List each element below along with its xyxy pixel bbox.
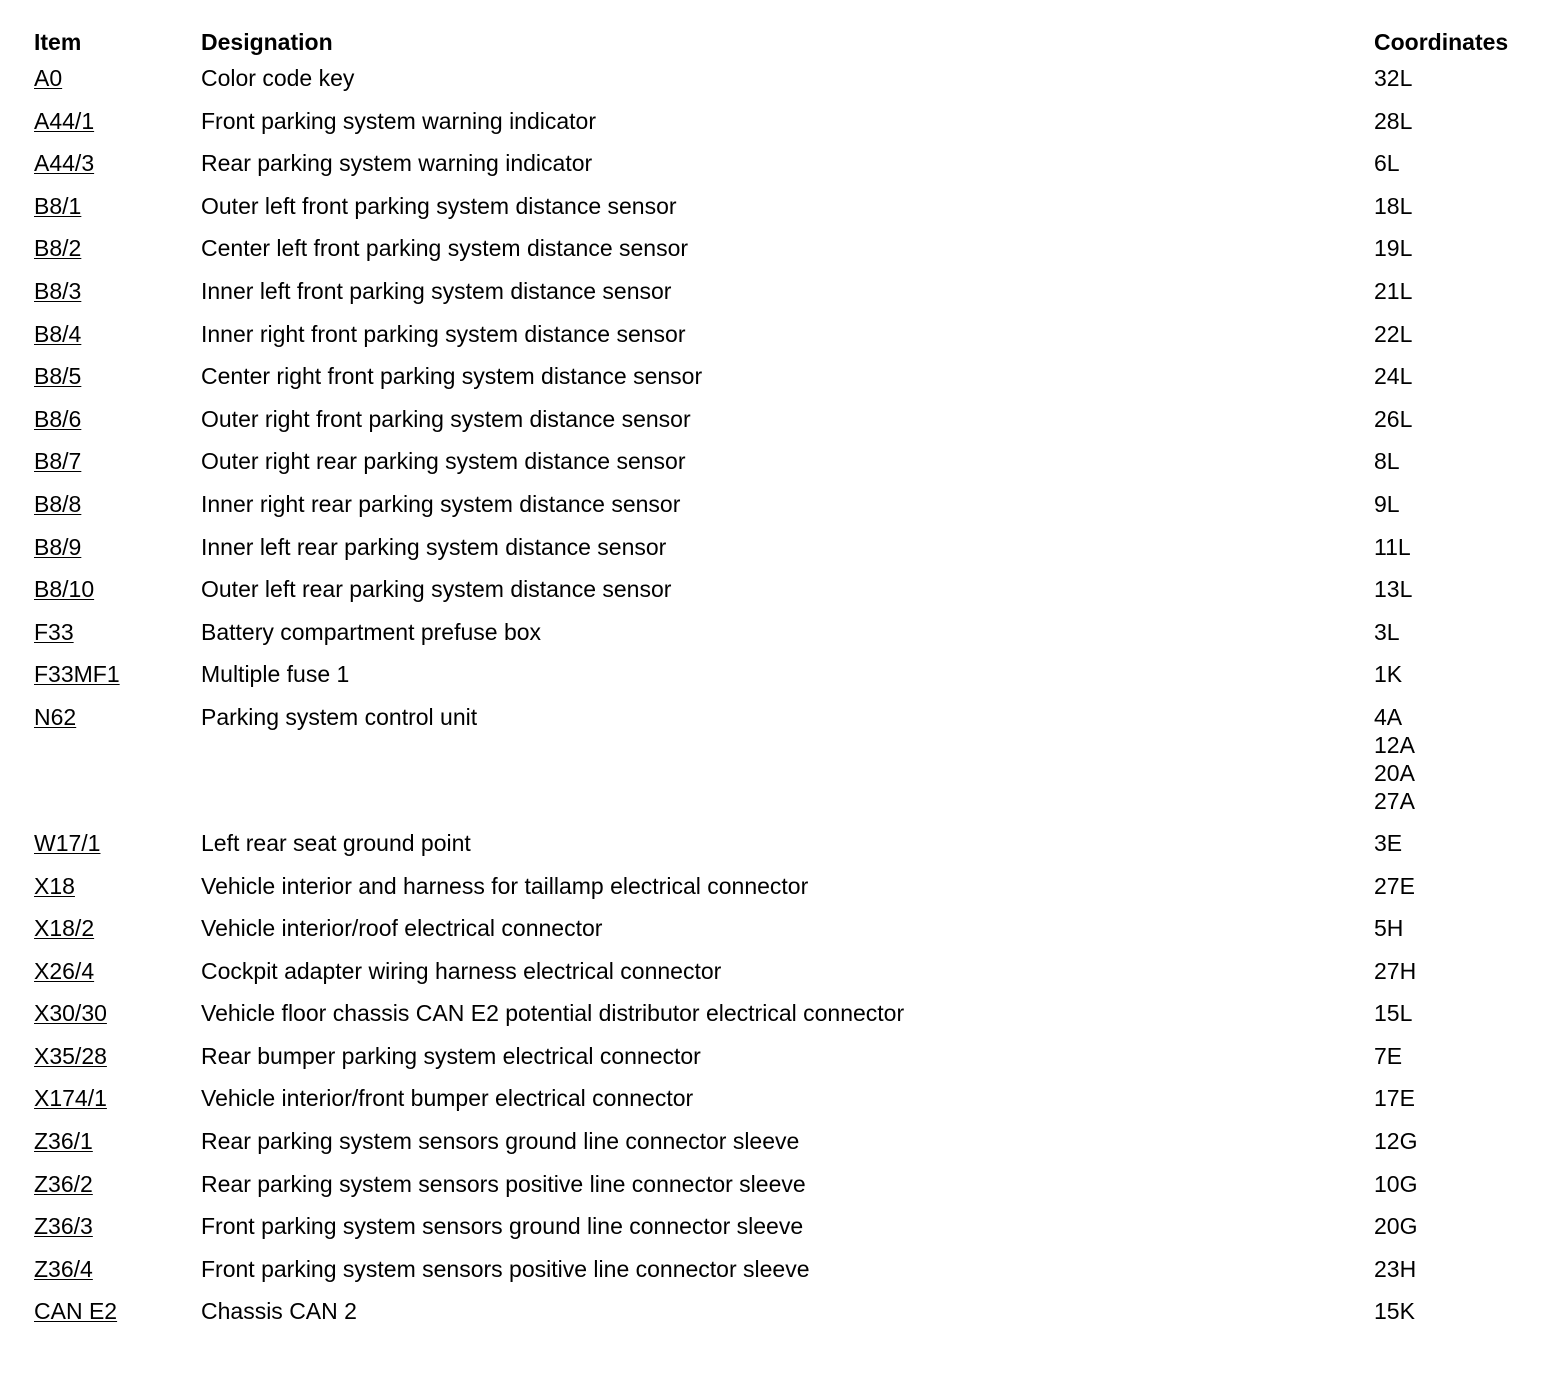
item-link[interactable]: X18	[34, 872, 75, 899]
designation-cell: Rear parking system warning indicator	[201, 150, 593, 177]
coordinates-cell	[1374, 277, 1534, 305]
item-link[interactable]: F33MF1	[34, 661, 120, 688]
item-link[interactable]: Z36/2	[34, 1170, 93, 1197]
coordinate-value: 13L	[1374, 576, 1413, 603]
designation-cell: Rear parking system sensors positive line connector sleeve	[201, 1170, 806, 1197]
coordinates-cell	[1374, 575, 1534, 603]
coordinates-cell	[1374, 1127, 1534, 1155]
designation-cell: Front parking system sensors positive line connector sleeve	[201, 1255, 810, 1282]
table-row	[34, 1212, 1534, 1255]
coordinates-cell	[1374, 64, 1534, 92]
coordinates-cell	[1374, 829, 1534, 857]
coordinate-value: 7E	[1374, 1042, 1403, 1069]
coordinates-cell	[1374, 405, 1534, 433]
coordinate-value: 3E	[1374, 829, 1403, 856]
table-row	[34, 64, 1534, 107]
coordinate-value: 26L	[1374, 405, 1413, 432]
item-cell	[34, 703, 201, 731]
designation-cell: Outer right rear parking system distance sensor	[201, 448, 686, 475]
table-row	[34, 149, 1534, 192]
coordinates-cell	[1374, 1212, 1534, 1240]
coordinate-value: 24L	[1374, 363, 1413, 390]
coordinates-cell	[1374, 618, 1534, 646]
designation-cell: Inner right front parking system distance sensor	[201, 320, 686, 347]
item-link[interactable]: B8/3	[34, 277, 82, 304]
designation-cell: Vehicle interior/roof electrical connector	[201, 915, 603, 942]
coordinate-value: 19L	[1374, 235, 1413, 262]
table-row	[34, 1170, 1534, 1213]
item-link[interactable]: F33	[34, 618, 74, 645]
coordinate-value: 27E	[1374, 872, 1415, 899]
coordinates-cell	[1374, 447, 1534, 475]
item-link[interactable]: X26/4	[34, 957, 95, 984]
item-link[interactable]: B8/1	[34, 192, 82, 219]
table-row	[34, 575, 1534, 618]
coordinates-cell	[1374, 1170, 1534, 1198]
coordinate-value: 12A	[1374, 731, 1415, 758]
table-row	[34, 999, 1534, 1042]
table-row	[34, 1042, 1534, 1085]
item-link[interactable]: X18/2	[34, 915, 95, 942]
coordinate-value: 8L	[1374, 448, 1400, 475]
item-link[interactable]: X174/1	[34, 1085, 107, 1112]
item-link[interactable]: CAN E2	[34, 1298, 118, 1325]
item-cell	[34, 405, 201, 433]
coordinates-cell	[1374, 490, 1534, 518]
item-link[interactable]: A44/1	[34, 107, 95, 134]
table-row	[34, 914, 1534, 957]
designation-cell: Outer left front parking system distance sensor	[201, 192, 677, 219]
item-cell	[34, 999, 201, 1027]
table-row	[34, 533, 1534, 576]
coordinate-value: 11L	[1374, 533, 1411, 560]
item-link[interactable]: X35/28	[34, 1042, 107, 1069]
item-cell	[34, 618, 201, 646]
table-row	[34, 829, 1534, 872]
table-row	[34, 660, 1534, 703]
table-row	[34, 192, 1534, 235]
coordinate-value: 32L	[1374, 65, 1413, 91]
table-row	[34, 277, 1534, 320]
item-link[interactable]: B8/4	[34, 320, 82, 347]
coordinates-cell	[1374, 999, 1534, 1027]
designation-cell: Rear bumper parking system electrical connector	[201, 1042, 701, 1069]
item-link[interactable]: B8/8	[34, 490, 82, 517]
item-link[interactable]: Z36/1	[34, 1128, 93, 1155]
designation-cell: Center right front parking system distance sensor	[201, 363, 703, 390]
coordinate-value: 22L	[1374, 320, 1413, 347]
coordinate-value: 12G	[1374, 1128, 1418, 1155]
coordinate-value: 27H	[1374, 957, 1417, 984]
item-cell	[34, 575, 201, 603]
coordinates-cell	[1374, 957, 1534, 985]
table-row	[34, 957, 1534, 1000]
designation-cell: Inner right rear parking system distance sensor	[201, 490, 681, 517]
coordinates-cell	[1374, 1084, 1534, 1112]
coordinates-cell	[1374, 1297, 1534, 1325]
designation-cell: Cockpit adapter wiring harness electrical connector	[201, 957, 722, 984]
item-link[interactable]: A44/3	[34, 150, 95, 177]
designation-cell: Outer right front parking system distance sensor	[201, 405, 691, 432]
coordinates-cell	[1374, 234, 1534, 262]
coordinate-value: 17E	[1374, 1085, 1415, 1112]
designation-cell: Inner left rear parking system distance sensor	[201, 533, 667, 560]
coordinate-value: 5H	[1374, 915, 1404, 942]
coordinate-value: 20G	[1374, 1213, 1418, 1240]
table-row	[34, 1297, 1534, 1340]
item-cell	[34, 362, 201, 390]
table-row	[34, 362, 1534, 405]
designation-column-header: Designation	[201, 29, 333, 55]
table-row	[34, 1127, 1534, 1170]
table-body	[34, 64, 1534, 1340]
item-link[interactable]: B8/6	[34, 405, 82, 432]
item-link[interactable]: B8/9	[34, 533, 82, 560]
item-link[interactable]: B8/10	[34, 576, 95, 603]
coordinates-cell	[1374, 1042, 1534, 1070]
table-row	[34, 1084, 1534, 1127]
coordinate-value: 9L	[1374, 490, 1400, 517]
item-column-header: Item	[34, 29, 82, 55]
designation-cell: Vehicle interior/front bumper electrical connector	[201, 1085, 694, 1112]
coordinate-value: 21L	[1374, 277, 1413, 304]
item-cell	[34, 1297, 201, 1325]
item-cell	[34, 1170, 201, 1198]
item-link[interactable]: A0	[34, 65, 63, 91]
designation-cell: Center left front parking system distance sensor	[201, 235, 689, 262]
designation-cell: Battery compartment prefuse box	[201, 618, 542, 645]
item-link[interactable]: X30/30	[34, 1000, 107, 1027]
coordinates-cell	[1374, 149, 1534, 177]
designation-cell: Inner left front parking system distance sensor	[201, 277, 672, 304]
coordinate-value: 27A	[1374, 787, 1415, 814]
coordinate-value: 23H	[1374, 1255, 1417, 1282]
coordinate-value: 10G	[1374, 1170, 1418, 1197]
coordinates-cell	[1374, 192, 1534, 220]
item-cell	[34, 320, 201, 348]
designation-cell: Multiple fuse 1	[201, 661, 350, 688]
item-cell	[34, 277, 201, 305]
item-cell	[34, 1084, 201, 1112]
item-cell	[34, 149, 201, 177]
component-legend-table	[34, 28, 1534, 1340]
coordinates-cell	[1374, 914, 1534, 942]
table-row	[34, 234, 1534, 277]
table-row	[34, 490, 1534, 533]
item-cell	[34, 447, 201, 475]
coordinate-value: 28L	[1374, 107, 1413, 134]
coordinate-value: 3L	[1374, 618, 1400, 645]
coordinates-cell	[1374, 660, 1534, 688]
item-link[interactable]: N62	[34, 703, 77, 730]
designation-cell: Vehicle floor chassis CAN E2 potential distributor electrical connector	[201, 1000, 905, 1027]
item-cell	[34, 957, 201, 985]
item-cell	[34, 107, 201, 135]
coordinate-value: 6L	[1374, 150, 1400, 177]
coordinates-cell	[1374, 1255, 1534, 1283]
item-cell	[34, 660, 201, 688]
designation-cell: Left rear seat ground point	[201, 829, 471, 856]
item-cell	[34, 1042, 201, 1070]
item-cell	[34, 1255, 201, 1283]
coordinate-value: 1K	[1374, 661, 1403, 688]
designation-cell: Vehicle interior and harness for taillamp electrical connector	[201, 872, 809, 899]
table-row	[34, 447, 1534, 490]
item-cell	[34, 914, 201, 942]
designation-cell: Outer left rear parking system distance sensor	[201, 576, 672, 603]
item-cell	[34, 192, 201, 220]
coordinates-column-header: Coordinates	[1374, 29, 1509, 55]
coordinate-value: 4A	[1374, 703, 1403, 730]
table-row	[34, 618, 1534, 661]
coordinate-value: 15L	[1374, 1000, 1413, 1027]
coordinates-cell	[1374, 703, 1534, 815]
item-link[interactable]: W17/1	[34, 829, 101, 856]
table-row	[34, 405, 1534, 448]
table-header-row	[34, 28, 1534, 64]
coordinate-value: 15K	[1374, 1298, 1415, 1325]
designation-cell: Chassis CAN 2	[201, 1298, 357, 1325]
coordinates-cell	[1374, 533, 1534, 561]
item-cell	[34, 1212, 201, 1240]
item-cell	[34, 829, 201, 857]
coordinates-cell	[1374, 362, 1534, 390]
designation-cell: Rear parking system sensors ground line connector sleeve	[201, 1128, 800, 1155]
table-row	[34, 320, 1534, 363]
table-row	[34, 1255, 1534, 1298]
item-cell	[34, 872, 201, 900]
designation-cell: Parking system control unit	[201, 703, 478, 730]
item-cell	[34, 1127, 201, 1155]
coordinates-cell	[1374, 320, 1534, 348]
item-link[interactable]: B8/7	[34, 448, 82, 475]
designation-cell: Front parking system warning indicator	[201, 107, 596, 134]
item-link[interactable]: Z36/4	[34, 1255, 93, 1282]
item-cell	[34, 533, 201, 561]
coordinates-cell	[1374, 107, 1534, 135]
item-link[interactable]: B8/2	[34, 235, 82, 262]
item-cell	[34, 64, 201, 92]
designation-cell: Color code key	[201, 65, 355, 91]
item-link[interactable]: Z36/3	[34, 1213, 93, 1240]
coordinates-cell	[1374, 872, 1534, 900]
designation-cell: Front parking system sensors ground line connector sleeve	[201, 1213, 804, 1240]
item-cell	[34, 490, 201, 518]
table-row	[34, 872, 1534, 915]
table-row	[34, 703, 1534, 829]
coordinate-value: 20A	[1374, 759, 1415, 786]
item-cell	[34, 234, 201, 262]
item-link[interactable]: B8/5	[34, 363, 82, 390]
coordinate-value: 18L	[1374, 192, 1413, 219]
table-row	[34, 107, 1534, 150]
